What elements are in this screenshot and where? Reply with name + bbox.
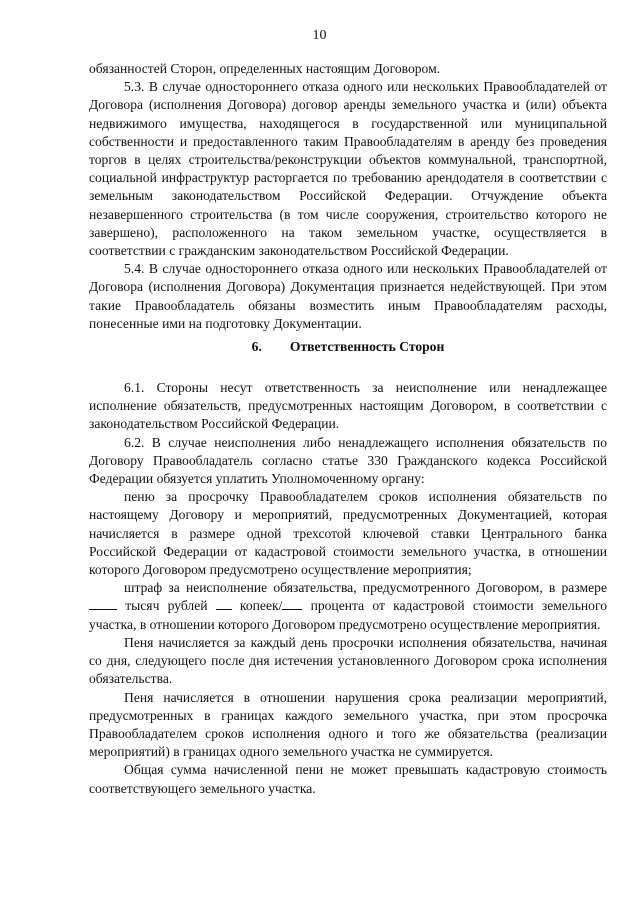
blank-percent [282,598,302,610]
paragraph-5-4: 5.4. В случае одностороннего отказа одного или нескольких Правообладателей от Договора (исполнения Договора) Документация признается недействующей. При этом такие Правообладатель обязаны возместить иным Правообладателям расходы, понесенные ими на подготовку Документации. [89,261,607,331]
section-number: 6. [251,339,262,355]
paragraph-5-3: 5.3. В случае одностороннего отказа одного или нескольких Правообладателей от Договора (исполнения Договора) договор аренды земельного участка и (или) объекта недвижимого имущества, находящегося в государственной или муниципальной собственности и предоставленного таким Правообладателям в аренду без проведения торгов в целях строительства/реконструкции объектов коммунальной, транспортной, социальной инфраструктур расторгается по требованию арендодателя в соответствии с земельным законодательством Российской Федерации. Отчуждение объекта незавершенного строительства (в том числе сооружения, строительство которого не завершено), расположенного на таком земельном участке, осуществляется в соответствии с гражданским законодательством Российской Федерации. [89,79,607,259]
paragraph-penalty-per-plot: Пеня начисляется в отношении нарушения срока реализации мероприятий, предусмотренных в границах каждого земельного участка, при этом просрочка Правообладателем сроков исполнения одного и того же обязательства (реализации мероприятий) в границах одного земельного участка не суммируется. [89,689,607,760]
fine-text-a: штраф за неисполнение обязательства, предусмотренного Договором, в размере [124,580,607,596]
page-content [89,60,607,798]
paragraph-penalty-accrual: Пеня начисляется за каждый день просрочки исполнения обязательства, начиная со дня, следующего после дня истечения установленного Договором срока исполнения обязательства. [89,634,607,687]
blank-kopecks [216,598,232,610]
paragraph-6-1: 6.1. Стороны несут ответственность за неисполнение или ненадлежащее исполнение обязательств, предусмотренных настоящим Договором, в соответствии с законодательством Российской Федерации. [89,380,607,432]
section-title: Ответственность Сторон [289,339,445,355]
paragraph-continuation: обязанностей Сторон, определенных настоящим Договором. [89,61,441,76]
paragraph-penalty-cap: Общая сумма начисленной пени не может превышать кадастровую стоимость соответствующего земельного участка. [89,762,607,796]
paragraph-fine [89,579,607,634]
section-heading [89,338,607,356]
fine-text-c: копеек/ [239,598,283,614]
blank-thousands [89,598,117,610]
page-number: 10 [312,28,327,43]
paragraph-penalty: пеню за просрочку Правообладателем сроков исполнения обязательств по настоящему Договору и мероприятий, предусмотренных Документацией, которая начисляется в размере одной трехсотой ключевой ставки Центрального банка Российской Федерации от кадастровой стоимости земельного участка, в отношении которого Договором предусмотрено осуществление мероприятия; [89,489,607,578]
paragraph-6-2: 6.2. В случае неисполнения либо ненадлежащего исполнения обязательств по Договору Правообладатель согласно статье 330 Гражданского кодекса Российской Федерации обязуется уплатить Уполномоченному органу: [89,434,607,487]
fine-text-b: тысяч рублей [125,598,208,614]
fine-text-d: процента от кадастровой стоимости земельного участка, в отношении которого Договором предусмотрено осуществление мероприятия. [89,598,607,632]
